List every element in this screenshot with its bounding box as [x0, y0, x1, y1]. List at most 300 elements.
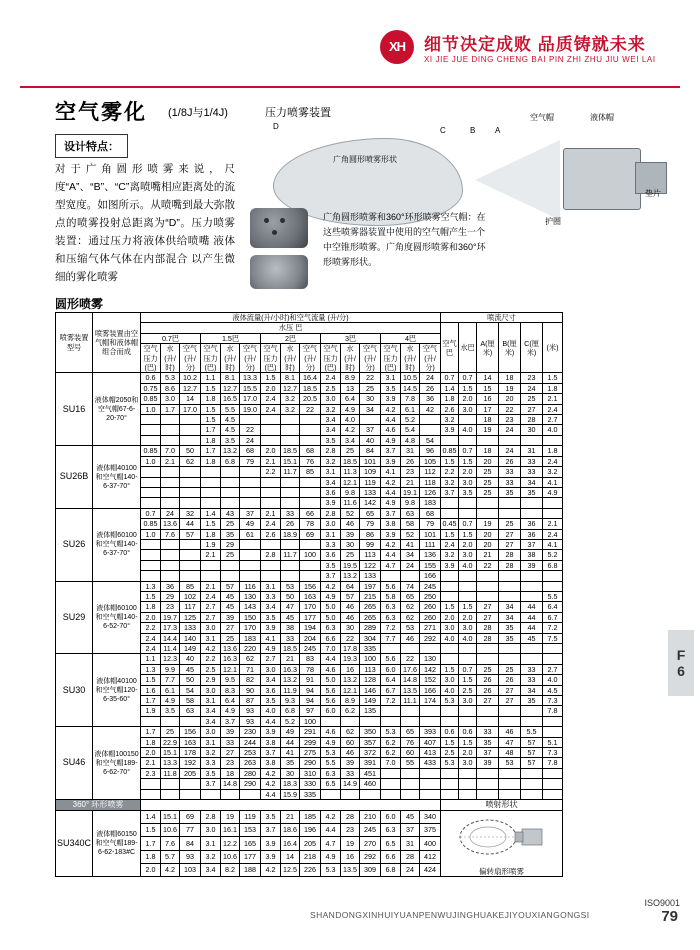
cell-value: 5.5	[543, 591, 563, 601]
cell-value: 62	[180, 456, 201, 466]
side-tab-number: 6	[677, 663, 685, 679]
cell-value: 62	[240, 654, 261, 664]
table-row	[56, 581, 563, 591]
cell-value	[543, 508, 563, 518]
cell-value: 135	[360, 706, 381, 716]
cell-value	[543, 789, 563, 799]
cell-value: 3.5	[459, 487, 477, 497]
cell-value: 0.45	[442, 519, 457, 529]
cell-value: 292	[420, 633, 441, 643]
cell-value: 1.8	[141, 850, 161, 863]
cell-value	[521, 789, 543, 799]
cell-value: 109	[360, 467, 381, 477]
cell-value: 46	[341, 602, 360, 612]
cell-value: 205	[180, 768, 201, 778]
cell-value: 6.3	[381, 602, 401, 612]
cell-value: 53	[401, 623, 420, 633]
cell-value: 57	[341, 591, 360, 601]
cell-value: 34	[360, 404, 381, 414]
cell-value: 17.0	[180, 404, 201, 414]
cell-value: 4.6	[321, 664, 341, 674]
section-360-label: 360° 环形喷雾	[56, 800, 141, 810]
cell-value: 133	[180, 623, 201, 633]
cell-value: 260	[420, 602, 441, 612]
cell-value	[459, 498, 477, 508]
cell-value: 205	[300, 837, 321, 850]
cell-value: 25	[341, 550, 360, 560]
cell-value: 14.9	[341, 779, 360, 789]
cell-value: 0.75	[141, 383, 161, 393]
cell-value: 5.6	[381, 654, 401, 664]
cell-value: 4.4	[381, 415, 401, 425]
cell-value: 26	[420, 383, 441, 393]
cell-value: 3.4	[201, 716, 221, 726]
cell-value	[521, 591, 543, 601]
cell-value: 310	[300, 768, 321, 778]
cell-value: 12.3	[161, 654, 180, 664]
cell-value: 18.9	[281, 529, 300, 539]
cell-value: 304	[360, 633, 381, 643]
cell-value: 44	[521, 612, 543, 622]
cell-value: 18.5	[300, 383, 321, 393]
th-airp-2: 空气压力(巴)	[201, 344, 221, 373]
cell-value	[459, 591, 477, 601]
cell-value: 91	[300, 675, 321, 685]
cell-value: 3.2	[543, 467, 563, 477]
cell-value: 25	[161, 727, 180, 737]
cell-value: 6.5	[321, 779, 341, 789]
cell-value	[477, 654, 499, 664]
cell-value: 6.2	[381, 737, 401, 747]
cell-value: 33	[499, 477, 521, 487]
cell-value	[521, 768, 543, 778]
cell-value: 177	[300, 612, 321, 622]
cell-value: 3.7	[321, 571, 341, 581]
cell-value: 1.1	[141, 654, 161, 664]
cell-value: 0.85	[442, 446, 457, 456]
cell-value: 58	[401, 519, 420, 529]
cell-value: 16.1	[221, 823, 240, 836]
cell-value: 407	[420, 737, 441, 747]
cell-value: 6.4	[221, 696, 240, 706]
cell-value: 12.7	[281, 383, 300, 393]
cell-value: 8.3	[221, 685, 240, 695]
cell-value	[180, 467, 201, 477]
cell-value: 2.4	[141, 644, 161, 654]
cell-value: 3.4	[321, 415, 341, 425]
cell-value	[499, 768, 521, 778]
cell-value	[161, 487, 180, 497]
cell-value: 18.5	[281, 644, 300, 654]
cell-value: 2.0	[459, 748, 477, 758]
cell-value: 18	[221, 768, 240, 778]
cell-value: 27	[521, 404, 543, 414]
cell-value: 69	[180, 810, 201, 823]
cell-value: 3.0	[459, 758, 477, 768]
cell-value: 5.3	[321, 748, 341, 758]
cell-value: 245	[300, 644, 321, 654]
cell-value: 3.7	[381, 508, 401, 518]
cell-value	[261, 477, 281, 487]
design-features-label: 设计特点：	[55, 134, 128, 158]
cell-spec: 液体帽100150和空气帽189-6-62-70°	[93, 727, 141, 800]
cell-value	[300, 487, 321, 497]
cell-value	[499, 706, 521, 716]
page-title-sub2: 压力喷雾装置	[265, 107, 331, 119]
cell-value: 7.8	[401, 394, 420, 404]
cell-value	[521, 435, 543, 445]
cell-value: 20	[477, 529, 499, 539]
cell-value	[281, 415, 300, 425]
cell-value: 46	[341, 519, 360, 529]
cell-value	[441, 779, 459, 789]
cell-value: 220	[240, 644, 261, 654]
company-logo: XH	[380, 30, 414, 64]
cell-value: 4.5	[221, 415, 240, 425]
th-airp-3: 空气压力(巴)	[261, 344, 281, 373]
cell-value: 7.0	[161, 446, 180, 456]
cell-value: 3.9	[441, 560, 459, 570]
cell-value: 57	[521, 748, 543, 758]
cell-value: 101	[420, 529, 441, 539]
cell-value: 30	[281, 768, 300, 778]
cell-value: 1.5	[459, 675, 477, 685]
cell-value: 78	[300, 664, 321, 674]
cell-value	[459, 508, 477, 518]
cell-value	[341, 789, 360, 799]
cell-value: 1.7	[141, 696, 161, 706]
cell-value	[441, 498, 459, 508]
cell-value	[521, 716, 543, 726]
cell-value: 204	[300, 633, 321, 643]
cell-value: 3.2	[201, 850, 221, 863]
cell-value: 6.1	[161, 685, 180, 695]
th-dim-d: (米)	[543, 323, 563, 373]
cell-value	[221, 498, 240, 508]
cell-value	[300, 425, 321, 435]
cell-value: 62	[401, 612, 420, 622]
cell-value: 4.0	[459, 425, 477, 435]
cell-value: 2.2	[441, 467, 459, 477]
cell-value: 63	[180, 706, 201, 716]
cell-value: 3.1	[321, 529, 341, 539]
cell-value: 84	[180, 837, 201, 850]
cell-value: 263	[240, 758, 261, 768]
cell-value	[221, 487, 240, 497]
cell-value	[459, 581, 477, 591]
cell-value: 3.4	[201, 706, 221, 716]
cell-value: 166	[420, 571, 441, 581]
cell-value	[180, 779, 201, 789]
cell-value: 54	[180, 685, 201, 695]
cell-value: 37	[477, 748, 499, 758]
cell-value: 16.3	[221, 654, 240, 664]
cell-value: 21	[477, 550, 499, 560]
cell-value: 253	[240, 748, 261, 758]
cell-value: 4.2	[261, 779, 281, 789]
cell-value: 4.0	[341, 415, 360, 425]
cell-value: 22	[240, 425, 261, 435]
cell-value: 18.5	[341, 456, 360, 466]
cell-value: 12.7	[180, 383, 201, 393]
cell-value	[477, 779, 499, 789]
cell-value: 3.0	[441, 623, 459, 633]
cell-value: 4.5	[221, 425, 240, 435]
cell-value: 16.4	[300, 373, 321, 383]
cell-value: 1.5	[459, 737, 477, 747]
cell-value	[381, 768, 401, 778]
cell-value: 31	[401, 837, 420, 850]
cell-value: 4.4	[261, 789, 281, 799]
cell-value: 2.9	[201, 675, 221, 685]
cell-value: 4.0	[459, 560, 477, 570]
cell-value: 18.6	[281, 823, 300, 836]
cell-value	[201, 789, 221, 799]
cell-value: 1.7	[201, 425, 221, 435]
cell-value: 24	[401, 863, 420, 876]
cell-value: 46	[401, 633, 420, 643]
cell-value: 6.1	[401, 404, 420, 414]
cell-value: 17	[477, 404, 499, 414]
cell-value: 45	[221, 602, 240, 612]
cell-value	[180, 425, 201, 435]
cell-value: 49	[240, 519, 261, 529]
cell-value	[477, 498, 499, 508]
cell-value: 2.5	[441, 748, 459, 758]
cell-value: 3.0	[441, 675, 459, 685]
cell-value: 15.1	[161, 810, 180, 823]
cell-model: SU26	[56, 508, 93, 581]
cell-value	[459, 789, 477, 799]
cell-value	[420, 415, 441, 425]
cell-value: 3.1	[201, 633, 221, 643]
cell-value: 26	[477, 685, 499, 695]
cell-value: 65	[401, 727, 420, 737]
cell-value: 3.5	[261, 696, 281, 706]
cell-value: 24	[161, 508, 180, 518]
cell-value: 19.0	[240, 404, 261, 414]
cell-value	[499, 591, 521, 601]
cell-value: 19	[499, 383, 521, 393]
cell-value: 33	[281, 508, 300, 518]
cell-value: 5.2	[401, 415, 420, 425]
cell-value: 30	[341, 623, 360, 633]
cell-value: 29	[221, 539, 240, 549]
cell-value: 177	[240, 850, 261, 863]
cell-value: 117	[180, 602, 201, 612]
cell-value	[441, 435, 459, 445]
cell-value	[477, 768, 499, 778]
cell-value: 20	[477, 539, 499, 549]
cell-value: 3.7	[221, 716, 240, 726]
cell-value	[543, 716, 563, 726]
cell-value: 2.4	[261, 404, 281, 414]
cell-value	[141, 425, 161, 435]
cell-value: 20	[499, 394, 521, 404]
cell-value: 7.3	[543, 696, 563, 706]
th-airflow-1: 空气(升/分)	[180, 344, 201, 373]
label-dim-b: B	[470, 126, 476, 135]
cell-value: 1.6	[141, 685, 161, 695]
cell-value	[180, 560, 201, 570]
cell-value: 3.2	[201, 748, 221, 758]
cell-value: 79	[240, 456, 261, 466]
cell-value: 3.0	[459, 477, 477, 487]
cell-value: 5.0	[321, 602, 341, 612]
cell-value: 45	[221, 591, 240, 601]
th-water-4: 水(升/时)	[341, 344, 360, 373]
th-water-pressure: 水压 巴	[141, 323, 441, 333]
cell-value	[499, 654, 521, 664]
cell-value: 125	[180, 612, 201, 622]
cell-value	[459, 716, 477, 726]
cell-value: 146	[360, 685, 381, 695]
cell-value: 31	[401, 446, 420, 456]
cell-value	[401, 789, 420, 799]
cell-value: 2.0	[459, 394, 477, 404]
cell-value: 14.8	[221, 779, 240, 789]
th-p15: 1.5巴	[201, 333, 261, 343]
cell-value: 140	[180, 633, 201, 643]
cell-value: 1.8	[201, 394, 221, 404]
cell-value: 3.0	[201, 685, 221, 695]
cell-value: 93	[180, 850, 201, 863]
cell-value	[521, 571, 543, 581]
cell-value: 7.7	[161, 675, 180, 685]
cell-value: 1.1	[201, 373, 221, 383]
cell-value: 4.0	[459, 633, 477, 643]
cell-value: 165	[240, 837, 261, 850]
cell-value: 28	[477, 623, 499, 633]
cell-value: 23	[161, 602, 180, 612]
cell-value: 25	[521, 394, 543, 404]
cell-value	[240, 571, 261, 581]
th-p4: 4巴	[381, 333, 441, 343]
cell-value: 3.4	[201, 863, 221, 876]
cell-value: 196	[300, 823, 321, 836]
cell-value: 27	[499, 539, 521, 549]
cell-value: 1.5	[441, 737, 459, 747]
cell-value: 101	[360, 456, 381, 466]
cell-value	[281, 539, 300, 549]
cell-value: 289	[360, 623, 381, 633]
cell-value: 433	[420, 758, 441, 768]
cell-value: 156	[300, 581, 321, 591]
cell-value: 6.0	[381, 810, 401, 823]
cell-value	[543, 727, 563, 737]
cell-value: 5.6	[321, 696, 341, 706]
cell-value: 2.1	[261, 456, 281, 466]
cell-value: 11.9	[281, 685, 300, 695]
cell-value: 46	[499, 727, 521, 737]
cell-value	[240, 467, 261, 477]
cell-value: 4.0	[543, 425, 563, 435]
cell-value: 6.7	[543, 612, 563, 622]
cell-value: 149	[360, 696, 381, 706]
cell-value: 1.5	[201, 404, 221, 414]
table-row	[56, 810, 563, 823]
page-header	[0, 0, 700, 88]
cell-value	[141, 571, 161, 581]
cell-value: 3.1	[201, 837, 221, 850]
cell-value: 11.7	[281, 467, 300, 477]
cell-value: 372	[360, 748, 381, 758]
cell-value: 113	[360, 664, 381, 674]
cell-value: 13.3	[161, 758, 180, 768]
cell-value: 2.0	[141, 863, 161, 876]
cell-value: 2.5	[201, 664, 221, 674]
cell-value: 74	[401, 581, 420, 591]
cell-value: 40	[360, 435, 381, 445]
cell-value: 45	[281, 612, 300, 622]
cell-value	[441, 716, 459, 726]
cell-value	[499, 716, 521, 726]
cell-value: 3.0	[161, 394, 180, 404]
cell-value: 4.2	[201, 644, 221, 654]
cell-value: 4.7	[321, 837, 341, 850]
cell-value: 3.5	[321, 560, 341, 570]
cell-value: 2.1	[141, 758, 161, 768]
cell-value: 30	[521, 425, 543, 435]
cell-value: 166	[420, 685, 441, 695]
cell-value	[300, 415, 321, 425]
cell-value	[477, 591, 499, 601]
cell-value: 1.5	[141, 591, 161, 601]
th-airp-4: 空气压力(巴)	[321, 344, 341, 373]
cell-value: 3.0	[201, 727, 221, 737]
cell-value	[341, 716, 360, 726]
cell-value: 130	[420, 654, 441, 664]
cell-value: 18	[499, 373, 521, 383]
th-flow-group: 液体流量(升/小时)和空气流量 (升/分)	[141, 313, 441, 323]
cell-value: 46	[341, 748, 360, 758]
cell-value: 3.5	[321, 435, 341, 445]
cell-value: 6.8	[543, 560, 563, 570]
cell-value: 6.8	[221, 456, 240, 466]
cell-value	[420, 706, 441, 716]
cell-value	[300, 477, 321, 487]
cell-value: 25	[360, 383, 381, 393]
cell-value: 34	[499, 602, 521, 612]
cell-value: 3.5	[261, 810, 281, 823]
cell-value: 0.85	[141, 519, 161, 529]
cell-value: 39	[477, 758, 499, 768]
cell-value	[441, 591, 459, 601]
cell-value	[261, 435, 281, 445]
cell-value: 79	[420, 519, 441, 529]
cell-value: 34	[521, 477, 543, 487]
cell-value	[543, 498, 563, 508]
cell-value: 13.5	[401, 685, 420, 695]
cell-value: 9.8	[401, 498, 420, 508]
cell-value: 27	[477, 696, 499, 706]
cell-value	[141, 487, 161, 497]
cell-value	[180, 550, 201, 560]
cell-value: 19.5	[341, 560, 360, 570]
cell-value: 50	[180, 675, 201, 685]
cell-value: 2.4	[141, 633, 161, 643]
cell-value: 12.5	[281, 863, 300, 876]
cell-value: 23	[341, 823, 360, 836]
cell-value: 245	[360, 823, 381, 836]
cell-value: 7.8	[543, 758, 563, 768]
cell-value: 4.9	[261, 644, 281, 654]
cell-value	[543, 571, 563, 581]
cell-value: 3.9	[381, 456, 401, 466]
th-water-3: 水(升/时)	[281, 344, 300, 373]
cell-value: 1.8	[441, 394, 459, 404]
cell-value	[521, 644, 543, 654]
